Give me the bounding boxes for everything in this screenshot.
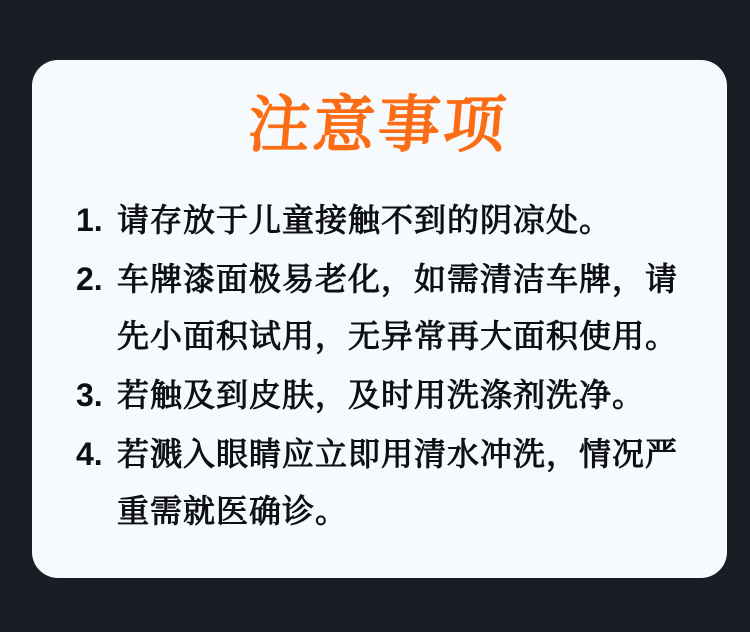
item-text-line: 车牌漆面极易老化，如需清洁车牌，请 <box>117 261 679 298</box>
notice-title: 注意事项 <box>245 91 512 160</box>
notice-list <box>32 160 727 540</box>
item-number: 2. <box>76 261 103 298</box>
item-text <box>117 426 691 540</box>
item-text-line: 重需就医确诊。 <box>117 493 349 530</box>
item-text-line: 先小面积试用，无异常再大面积使用。 <box>117 318 679 355</box>
notice-item <box>76 426 691 540</box>
item-number: 1. <box>76 202 103 239</box>
item-number: 3. <box>76 377 103 414</box>
item-text <box>117 367 691 424</box>
item-number: 4. <box>76 436 103 473</box>
notice-item <box>76 192 691 249</box>
item-text-line: 若触及到皮肤，及时用洗涤剂洗净。 <box>117 377 646 414</box>
notice-item <box>76 251 691 365</box>
item-text <box>117 192 691 249</box>
notice-item <box>76 367 691 424</box>
item-text <box>117 251 691 365</box>
notice-card <box>32 60 727 578</box>
item-text-line: 请存放于儿童接触不到的阴凉处。 <box>117 202 613 239</box>
item-text-line: 若溅入眼睛应立即用清水冲洗，情况严 <box>117 436 679 473</box>
